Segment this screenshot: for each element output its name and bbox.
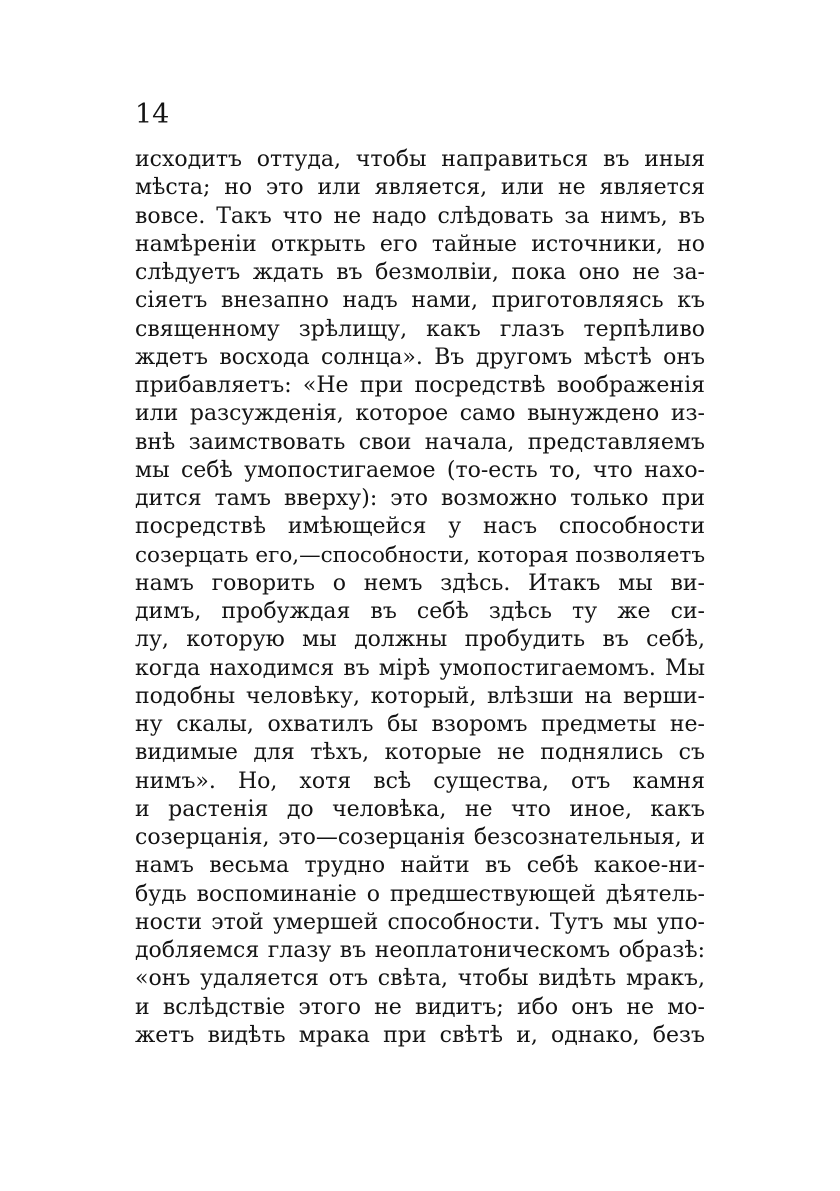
text-line: и растенія до человѣка, не что иное, какъ bbox=[135, 796, 705, 822]
text-line: вовсе. Такъ что не надо слѣдовать за нимъ, въ bbox=[135, 203, 705, 229]
text-line: когда находимся въ мірѣ умопостигаемомъ. Мы bbox=[135, 655, 705, 681]
text-line: дится тамъ вверху): это возможно только при bbox=[135, 486, 705, 511]
text-line: священному зрѣлищу, какъ глазъ терпѣливо bbox=[135, 316, 705, 342]
page-number: 14 bbox=[135, 99, 170, 130]
text-line: видимые для тѣхъ, которые не поднялись съ bbox=[135, 740, 705, 766]
text-line: мы себѣ умопостигаемое (то-есть то, что нахо- bbox=[135, 457, 705, 483]
text-line: слѣдуетъ ждать въ безмолвіи, пока оно не за- bbox=[135, 260, 705, 285]
text-line: мѣста; но это или является, или не является bbox=[135, 175, 705, 201]
text-line: нимъ». Но, хотя всѣ существа, отъ камня bbox=[135, 768, 705, 794]
text-line: ну скалы, охватилъ бы взоромъ предметы не- bbox=[135, 712, 705, 737]
text-line: ждетъ восхода солнца». Въ другомъ мѣстѣ онъ bbox=[135, 344, 705, 370]
text-line: сіяетъ внезапно надъ нами, приготовляясь къ bbox=[135, 288, 705, 314]
text-line: созерцанія, это—созерцанія безсознательныя, и bbox=[135, 825, 705, 850]
text-line: жетъ видѣть мрака при свѣтѣ и, однако, безъ bbox=[135, 1022, 705, 1048]
text-line: ности этой умершей способности. Тутъ мы упо- bbox=[135, 909, 705, 935]
text-line: намѣреніи открыть его тайные источники, но bbox=[135, 231, 705, 257]
text-line: добляемся глазу въ неоплатоническомъ образѣ: bbox=[135, 938, 705, 963]
text-line: подобны человѣку, который, влѣзши на верши- bbox=[135, 683, 705, 709]
text-line: будь воспоминаніе о предшествующей дѣятель- bbox=[135, 881, 705, 907]
text-line: «онъ удаляется отъ свѣта, чтобы видѣть мракъ, bbox=[135, 966, 705, 992]
text-line: внѣ заимствовать свои начала, представляемъ bbox=[135, 429, 705, 455]
text-line: намъ весьма трудно найти въ себѣ какое-ни- bbox=[135, 853, 705, 879]
text-line: лу, которую мы должны пробудить въ себѣ, bbox=[135, 627, 705, 653]
text-line: исходитъ оттуда, чтобы направиться въ иныя bbox=[135, 147, 705, 172]
text-line: посредствѣ имѣющейся у насъ способности bbox=[135, 514, 705, 540]
text-line: димъ, пробуждая въ себѣ здѣсь ту же си- bbox=[135, 599, 705, 624]
text-line: или разсужденія, которое само вынуждено из- bbox=[135, 401, 705, 427]
text-line: прибавляетъ: «Не при посредствѣ воображенія bbox=[135, 373, 705, 398]
text-line: намъ говорить о немъ здѣсь. Итакъ мы ви- bbox=[135, 570, 705, 596]
text-line: и вслѣдствіе этого не видитъ; ибо онъ не мо- bbox=[135, 994, 705, 1020]
body-text bbox=[135, 146, 705, 1050]
text-line: созерцать его,—способности, которая позволяетъ bbox=[135, 542, 705, 568]
